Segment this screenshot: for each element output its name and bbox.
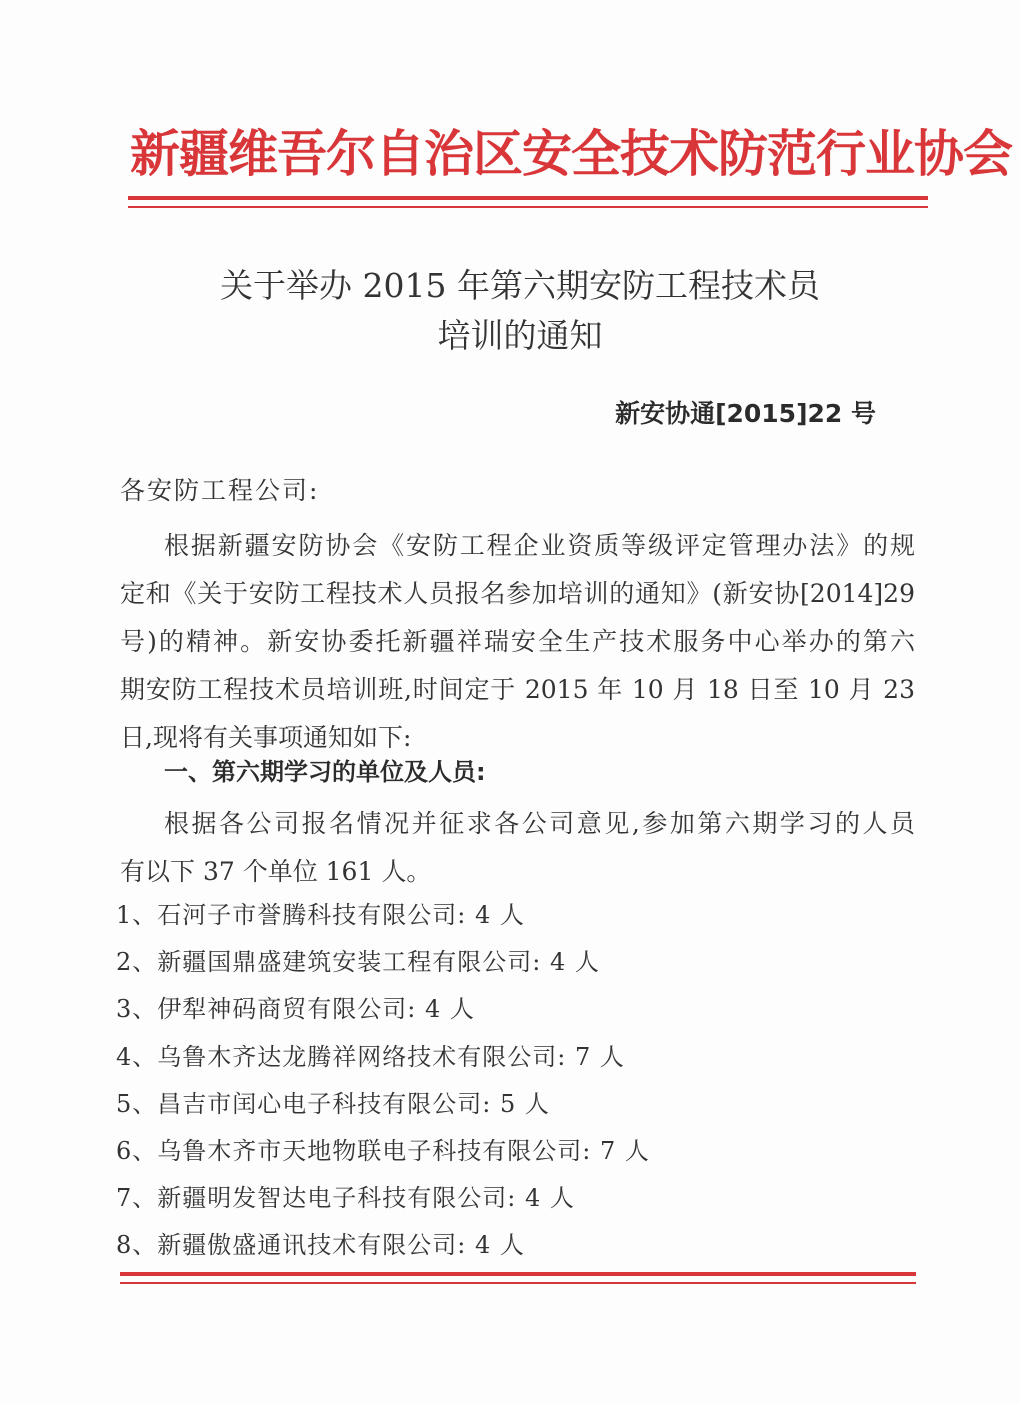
list-item: 3、伊犁神码商贸有限公司: 4 人 [116, 995, 475, 1024]
company-list [116, 892, 916, 1270]
footer-rule-thin [120, 1282, 916, 1284]
list-item: 1、石河子市誉腾科技有限公司: 4 人 [116, 901, 525, 929]
letterhead-rule-thin [128, 206, 928, 208]
notice-title-line-2: 培训的通知 [437, 316, 603, 355]
list-item: 4、乌鲁木齐达龙腾祥网络技术有限公司: 7 人 [116, 1042, 625, 1071]
list-item: 2、新疆国鼎盛建筑安装工程有限公司: 4 人 [116, 948, 600, 977]
paragraph-line: 期安防工程技术员培训班,时间定于 2015 年 10 月 18 日至 10 月 23 [120, 675, 915, 704]
letterhead-title: 新疆维吾尔自治区安全技术防范行业协会 [130, 125, 1012, 183]
document-number: 新安协通[2015]22 号 [615, 399, 876, 428]
footer-rule-thick [120, 1272, 916, 1276]
section-heading-1: 一、第六期学习的单位及人员: [164, 758, 486, 786]
paragraph-line: 定和《关于安防工程技术人员报名参加培训的通知》(新安协[2014]29 [120, 579, 915, 608]
paragraph-intro [120, 522, 915, 762]
list-item: 8、新疆傲盛通讯技术有限公司: 4 人 [116, 1231, 525, 1260]
paragraph-line: 号)的精神。新安协委托新疆祥瑞安全生产技术服务中心举办的第六 [120, 627, 915, 656]
paragraph-line: 有以下 37 个单位 161 人。 [120, 857, 432, 886]
paragraph-participants [120, 800, 915, 896]
paragraph-line: 根据新疆安防协会《安防工程企业资质等级评定管理办法》的规 [164, 531, 915, 560]
paragraph-line: 日,现将有关事项通知如下: [120, 723, 412, 752]
paragraph-line: 根据各公司报名情况并征求各公司意见,参加第六期学习的人员 [164, 809, 915, 838]
list-item: 6、乌鲁木齐市天地物联电子科技有限公司: 7 人 [116, 1136, 650, 1165]
salutation: 各安防工程公司: [120, 476, 320, 505]
list-item: 7、新疆明发智达电子科技有限公司: 4 人 [116, 1184, 575, 1213]
list-item: 5、昌吉市闰心电子科技有限公司: 5 人 [116, 1089, 550, 1118]
notice-title-line-1: 关于举办 2015 年第六期安防工程技术员 [220, 266, 820, 305]
letterhead-rule-thick [128, 196, 928, 200]
